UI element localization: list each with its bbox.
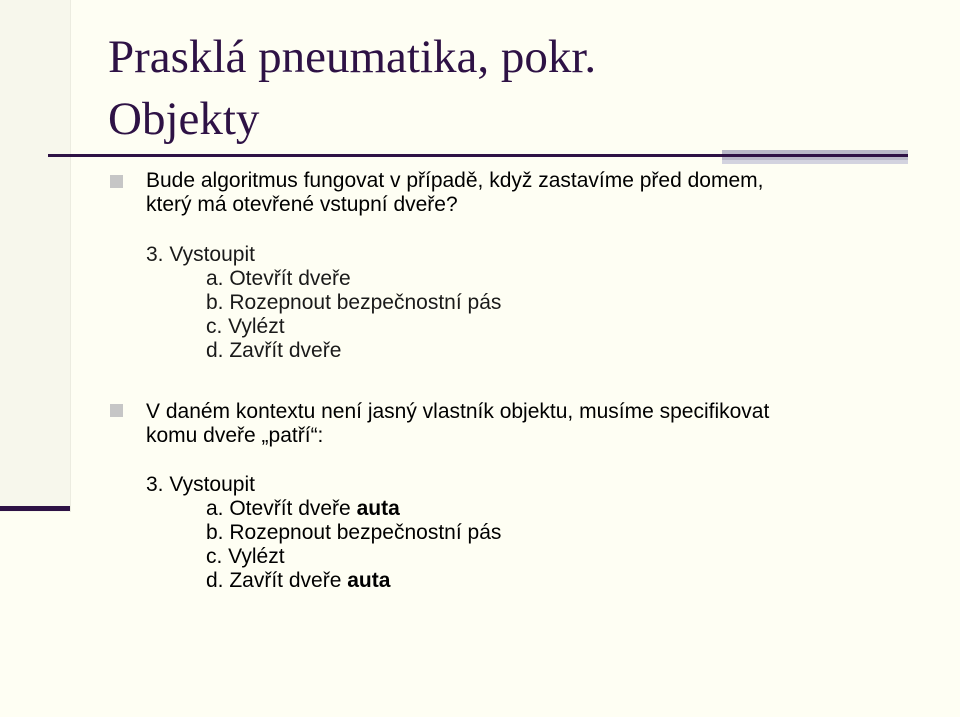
steps-2-item-d-text: d. Zavřít dveře (206, 569, 348, 592)
bullet-2-line-2: komu dveře „patří“: (146, 424, 324, 447)
title-line-2: Objekty (108, 93, 260, 145)
steps-1-item-d: d. Zavřít dveře (206, 339, 342, 362)
square-bullet-icon (110, 404, 123, 417)
bullet-1-line-2: který má otevřené vstupní dveře? (146, 193, 458, 216)
steps-2-heading: 3. Vystoupit (146, 473, 255, 496)
steps-2-item-d (206, 570, 390, 592)
title-line-1: Prasklá pneumatika, pokr. (108, 31, 597, 83)
steps-2-item-d-bold: auta (347, 569, 391, 592)
steps-2-item-a-text: a. Otevřít dveře (206, 497, 357, 520)
steps-2-item-b: b. Rozepnout bezpečnostní pás (206, 521, 502, 544)
steps-1-item-a: a. Otevřít dveře (206, 267, 351, 290)
left-decor-rule (0, 506, 70, 511)
left-decor-panel (0, 0, 71, 512)
slide-title (108, 26, 928, 150)
steps-2-item-a (206, 498, 400, 520)
bullet-1-line-1: Bude algoritmus fungovat v případě, když zastavíme před domem, (146, 169, 764, 192)
title-rule (48, 154, 908, 157)
steps-1-heading: 3. Vystoupit (146, 243, 255, 266)
bullet-2-line-1: V daném kontextu není jasný vlastník objektu, musíme specifikovat (146, 400, 770, 423)
steps-2-item-a-bold: auta (356, 497, 400, 520)
steps-2-item-c: c. Vylézt (206, 545, 285, 568)
title-accent-bar-light (722, 160, 908, 164)
square-bullet-icon (110, 175, 123, 188)
steps-1-item-b: b. Rozepnout bezpečnostní pás (206, 291, 502, 314)
steps-1-item-c: c. Vylézt (206, 315, 285, 338)
